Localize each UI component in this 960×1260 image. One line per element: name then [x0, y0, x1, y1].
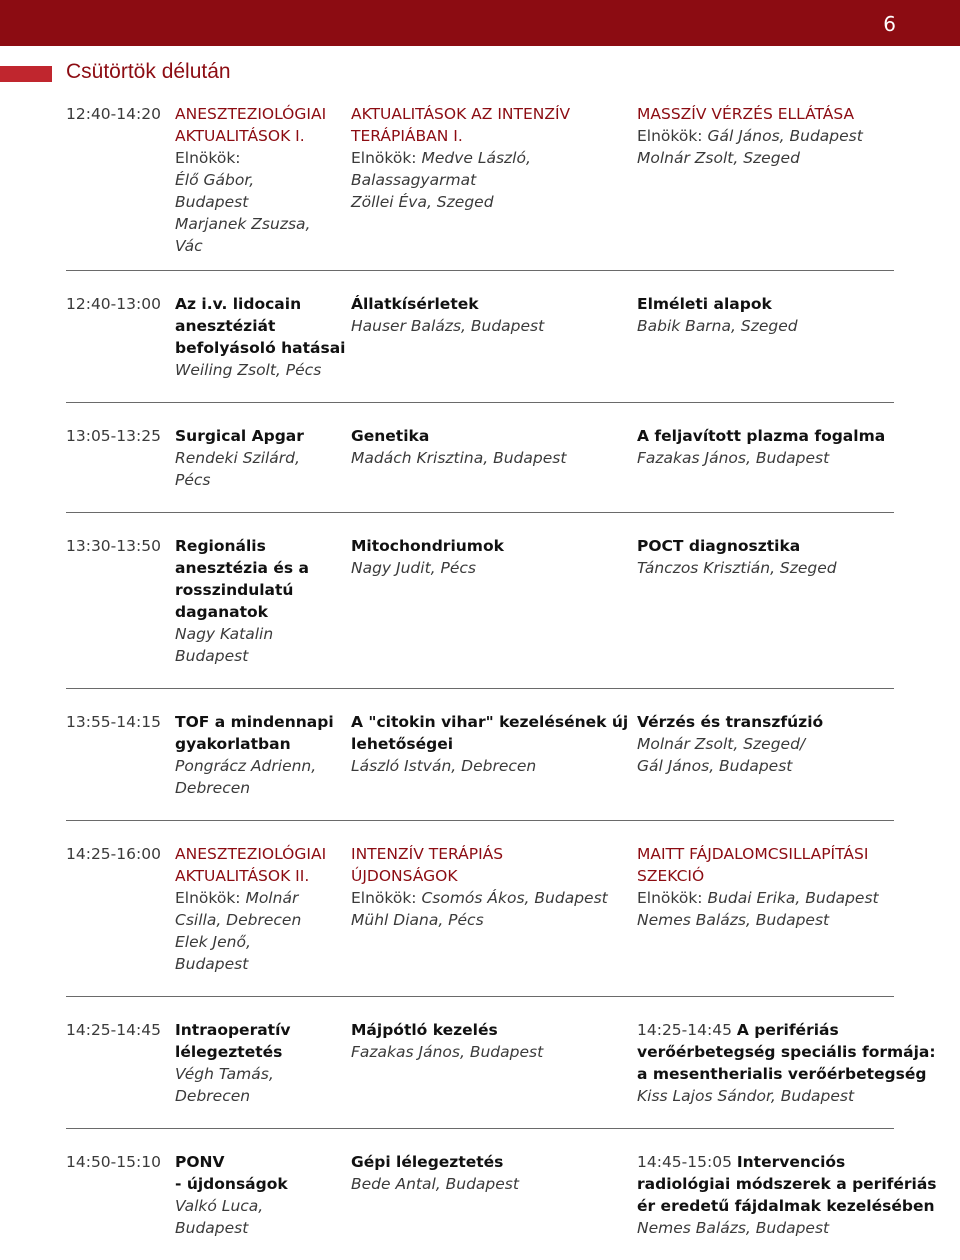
- talk-time: 14:25-14:45: [637, 1021, 737, 1039]
- talk-time: 14:45-15:05: [637, 1153, 737, 1171]
- section-title: AKTUALITÁSOK I.: [175, 127, 305, 145]
- session-cell: [351, 425, 633, 469]
- presenter-name: Rendeki Szilárd,: [175, 449, 300, 467]
- session-cell: [175, 1151, 347, 1239]
- session-cell: [637, 1151, 937, 1239]
- section-title: MASSZÍV VÉRZÉS ELLÁTÁSA: [637, 105, 855, 123]
- chairs-line: [175, 147, 347, 169]
- talk-title: verőérbetegség speciális formája:: [637, 1043, 936, 1061]
- talk-title: Vérzés és transzfúzió: [637, 713, 824, 731]
- schedule-row: [66, 1019, 936, 1129]
- chairs-label: Elnökök:: [351, 149, 417, 167]
- presenter-name: Pécs: [175, 471, 211, 489]
- presenter-name: Valkó Luca,: [175, 1197, 264, 1215]
- session-cell: [637, 711, 894, 777]
- presenter-name: Nemes Balázs, Budapest: [637, 911, 830, 929]
- chairs-line: [175, 887, 347, 909]
- talk-title: A "citokin vihar" kezelésének új: [351, 713, 629, 731]
- time-slot: 12:40-13:00: [66, 295, 161, 313]
- presenter-name: Budapest: [175, 1219, 249, 1237]
- schedule-row: [66, 1151, 937, 1260]
- presenter-name: Bede Antal, Budapest: [351, 1175, 519, 1193]
- presenter-name: Csilla, Debrecen: [175, 911, 302, 929]
- talk-title: befolyásoló hatásai: [175, 339, 346, 357]
- talk-title: 14:45-15:05 Intervenciós: [637, 1153, 846, 1171]
- talk-title: gyakorlatban: [175, 735, 291, 753]
- time-slot: 13:05-13:25: [66, 427, 161, 445]
- section-title: ÚJDONSÁGOK: [351, 867, 458, 885]
- time-slot: 13:30-13:50: [66, 537, 161, 555]
- talk-title: Elméleti alapok: [637, 295, 772, 313]
- presenter-name: Balassagyarmat: [351, 171, 477, 189]
- schedule-row: [66, 711, 894, 821]
- session-cell: [351, 1019, 633, 1063]
- talk-title: Surgical Apgar: [175, 427, 304, 445]
- talk-title: ér eredetű fájdalmak kezelésében: [637, 1197, 935, 1215]
- schedule-table: [66, 103, 937, 1260]
- presenter-name: Nagy Judit, Pécs: [351, 559, 476, 577]
- time-slot: 14:25-16:00: [66, 845, 161, 863]
- session-cell: [351, 535, 633, 579]
- presenter-name: Tánczos Krisztián, Szeged: [637, 559, 837, 577]
- presenter-name: Debrecen: [175, 1087, 251, 1105]
- presenter-name: Molnár Zsolt, Szeged: [637, 149, 800, 167]
- page-heading: Csütörtök délután: [66, 60, 231, 83]
- session-cell: [351, 843, 633, 931]
- presenter-name: Fazakas János, Budapest: [637, 449, 830, 467]
- presenter-name: Pongrácz Adrienn,: [175, 757, 317, 775]
- presenter-name: Budapest: [175, 193, 249, 211]
- time-slot: 12:40-14:20: [66, 105, 161, 123]
- presenter-name: Végh Tamás,: [175, 1065, 274, 1083]
- session-cell: [351, 293, 633, 337]
- chairs-label: Elnökök:: [351, 889, 417, 907]
- schedule-row: [66, 843, 894, 997]
- session-cell: [175, 535, 347, 667]
- session-cell: [175, 103, 347, 257]
- chairs-line: [637, 125, 894, 147]
- presenter-name: Budapest: [175, 955, 249, 973]
- schedule-row: [66, 535, 894, 689]
- time-slot: 13:55-14:15: [66, 713, 161, 731]
- talk-title: Az i.v. lidocain: [175, 295, 302, 313]
- talk-title: Genetika: [351, 427, 430, 445]
- presenter-name: Debrecen: [175, 779, 251, 797]
- talk-title: anesztéziát: [175, 317, 276, 335]
- session-cell: [637, 425, 894, 469]
- talk-title: Májpótló kezelés: [351, 1021, 498, 1039]
- session-cell: [175, 425, 347, 491]
- session-cell: [637, 103, 894, 169]
- section-title: SZEKCIÓ: [637, 867, 705, 885]
- talk-title: a mesentherialis verőérbetegség: [637, 1065, 927, 1083]
- session-cell: [637, 293, 894, 337]
- chairs-label: Elnökök:: [175, 149, 241, 167]
- chairs-line: [351, 887, 633, 909]
- session-cell: [351, 1151, 633, 1195]
- presenter-name: Hauser Balázs, Budapest: [351, 317, 545, 335]
- talk-title: anesztézia és a: [175, 559, 309, 577]
- chair-name: Medve László,: [421, 149, 531, 167]
- presenter-name: Nagy Katalin: [175, 625, 274, 643]
- chair-name: Budai Erika, Budapest: [707, 889, 879, 907]
- talk-title: TOF a mindennapi: [175, 713, 334, 731]
- talk-title: lélegeztetés: [175, 1043, 283, 1061]
- talk-title: Gépi lélegeztetés: [351, 1153, 504, 1171]
- schedule-row: [66, 293, 894, 403]
- presenter-name: Zöllei Éva, Szeged: [351, 193, 494, 211]
- talk-title: Állatkísérletek: [351, 295, 479, 313]
- section-title: AKTUALITÁSOK II.: [175, 867, 310, 885]
- top-banner: [0, 0, 960, 46]
- session-cell: [637, 843, 894, 931]
- session-cell: [637, 535, 894, 579]
- talk-title: 14:25-14:45 A perifériás: [637, 1021, 839, 1039]
- presenter-name: Marjanek Zsuzsa,: [175, 215, 311, 233]
- session-cell: [351, 103, 633, 213]
- presenter-name: Molnár Zsolt, Szeged/: [637, 735, 806, 753]
- time-slot: 14:25-14:45: [66, 1021, 161, 1039]
- chairs-label: Elnökök:: [637, 889, 703, 907]
- presenter-name: Elek Jenő,: [175, 933, 251, 951]
- session-cell: [175, 1019, 347, 1107]
- section-title: AKTUALITÁSOK AZ INTENZÍV: [351, 105, 571, 123]
- talk-title: A feljavított plazma fogalma: [637, 427, 886, 445]
- presenter-name: Gál János, Budapest: [637, 757, 793, 775]
- presenter-name: Nemes Balázs, Budapest: [637, 1219, 830, 1237]
- presenter-name: Madách Krisztina, Budapest: [351, 449, 567, 467]
- heading-marker: [0, 66, 52, 82]
- page-number: 6: [883, 12, 896, 36]
- presenter-name: Budapest: [175, 647, 249, 665]
- talk-title: Mitochondriumok: [351, 537, 504, 555]
- talk-title: radiológiai módszerek a perifériás: [637, 1175, 937, 1193]
- talk-title: POCT diagnosztika: [637, 537, 801, 555]
- talk-title: Regionális: [175, 537, 266, 555]
- chair-name: Csomós Ákos, Budapest: [421, 889, 608, 907]
- chairs-label: Elnökök:: [175, 889, 241, 907]
- talk-title: lehetőségei: [351, 735, 454, 753]
- presenter-name: Kiss Lajos Sándor, Budapest: [637, 1087, 855, 1105]
- chairs-line: [637, 887, 894, 909]
- talk-title: - újdonságok: [175, 1175, 288, 1193]
- presenter-name: László István, Debrecen: [351, 757, 537, 775]
- section-title: ANESZTEZIOLÓGIAI: [175, 845, 327, 863]
- session-cell: [175, 843, 347, 975]
- session-cell: [351, 711, 633, 777]
- schedule-row: [66, 425, 894, 513]
- section-title: INTENZÍV TERÁPIÁS: [351, 845, 504, 863]
- talk-title: Intraoperatív: [175, 1021, 291, 1039]
- talk-title: rosszindulatú: [175, 581, 294, 599]
- presenter-name: Babik Barna, Szeged: [637, 317, 798, 335]
- session-cell: [175, 711, 347, 799]
- section-title: ANESZTEZIOLÓGIAI: [175, 105, 327, 123]
- presenter-name: Vác: [175, 237, 203, 255]
- section-title: MAITT FÁJDALOMCSILLAPÍTÁSI: [637, 845, 869, 863]
- chairs-line: [351, 147, 633, 169]
- chair-name: Molnár: [245, 889, 299, 907]
- presenter-name: Weiling Zsolt, Pécs: [175, 361, 322, 379]
- presenter-name: Mühl Diana, Pécs: [351, 911, 484, 929]
- session-cell: [175, 293, 347, 381]
- schedule-row: [66, 103, 894, 271]
- chair-name: Gál János, Budapest: [707, 127, 863, 145]
- talk-title: PONV: [175, 1153, 225, 1171]
- talk-title: daganatok: [175, 603, 268, 621]
- session-cell: [637, 1019, 936, 1107]
- section-title: TERÁPIÁBAN I.: [351, 127, 463, 145]
- presenter-name: Élő Gábor,: [175, 171, 255, 189]
- time-slot: 14:50-15:10: [66, 1153, 161, 1171]
- chairs-label: Elnökök:: [637, 127, 703, 145]
- presenter-name: Fazakas János, Budapest: [351, 1043, 544, 1061]
